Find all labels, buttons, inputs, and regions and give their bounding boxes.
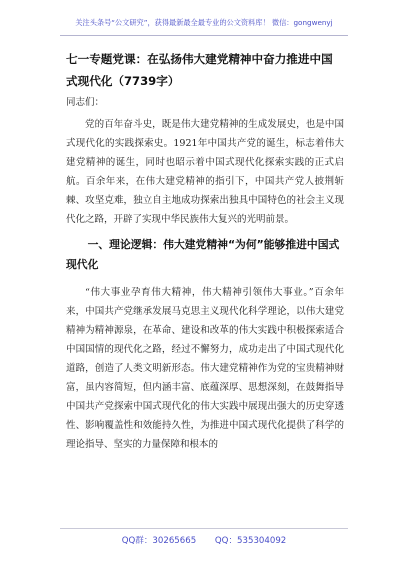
intro-paragraph: 党的百年奋斗史，既是伟大建党精神的生成发展史，也是中国式现代化的实践探索史。1921年中国共产党的诞生，标志着伟大建党精神的诞生，同时也昭示着中国式现代化探索实践的正式启航。百余年来，在伟大建党精神的指引下，中国共产党人披荆斩棘、攻坚克难，独立自主地成功探索出独具中国特色的社会主义现代化之路，开辟了实现中华民族伟大复兴的光明前景。 — [66, 119, 344, 225]
document-title: 七一专题党课：在弘扬伟大建党精神中奋力推进中国式现代化（7739字） — [66, 52, 333, 88]
section-paragraph: “伟大事业孕育伟大精神，伟大精神引领伟大事业。”百余年来，中国共产党继承发展马克思主义现代化科学理论，以伟大建党精神为精神源泉，在革命、建设和改革的伟大实践中积极探索适合中国国情的现代化之路，经过不懈努力，成功走出了中国式现代化道路，创造了人类文明新形态。伟大建党精神作为党的宝贵精神财富，虽内容简短，但内涵丰富、底蕴深厚、思想深刻，在鼓舞指导中国共产党探索中国式现代化的伟大实践中展现出强大的历史穿透性、影响覆盖性和效能持久性，为推进中国式现代化提供了科学的理论指导、坚实的力量保障和根本的 — [66, 287, 344, 450]
section-heading: 一、理论逻辑：伟大建党精神“为何”能够推进中国式现代化 — [66, 238, 340, 271]
footer-divider — [60, 528, 348, 529]
header-divider — [60, 35, 348, 36]
document-body — [66, 48, 344, 454]
footer-qq-group: QQ群：30265665 — [121, 536, 197, 546]
footer-qq: QQ：535304092 — [214, 536, 287, 546]
greeting: 同志们： — [66, 97, 105, 108]
footer — [0, 534, 408, 546]
header-banner: 关注头条号“公文研究”，获得最新最全最专业的公文资料库！ 微信：gongwenyj — [75, 18, 333, 27]
